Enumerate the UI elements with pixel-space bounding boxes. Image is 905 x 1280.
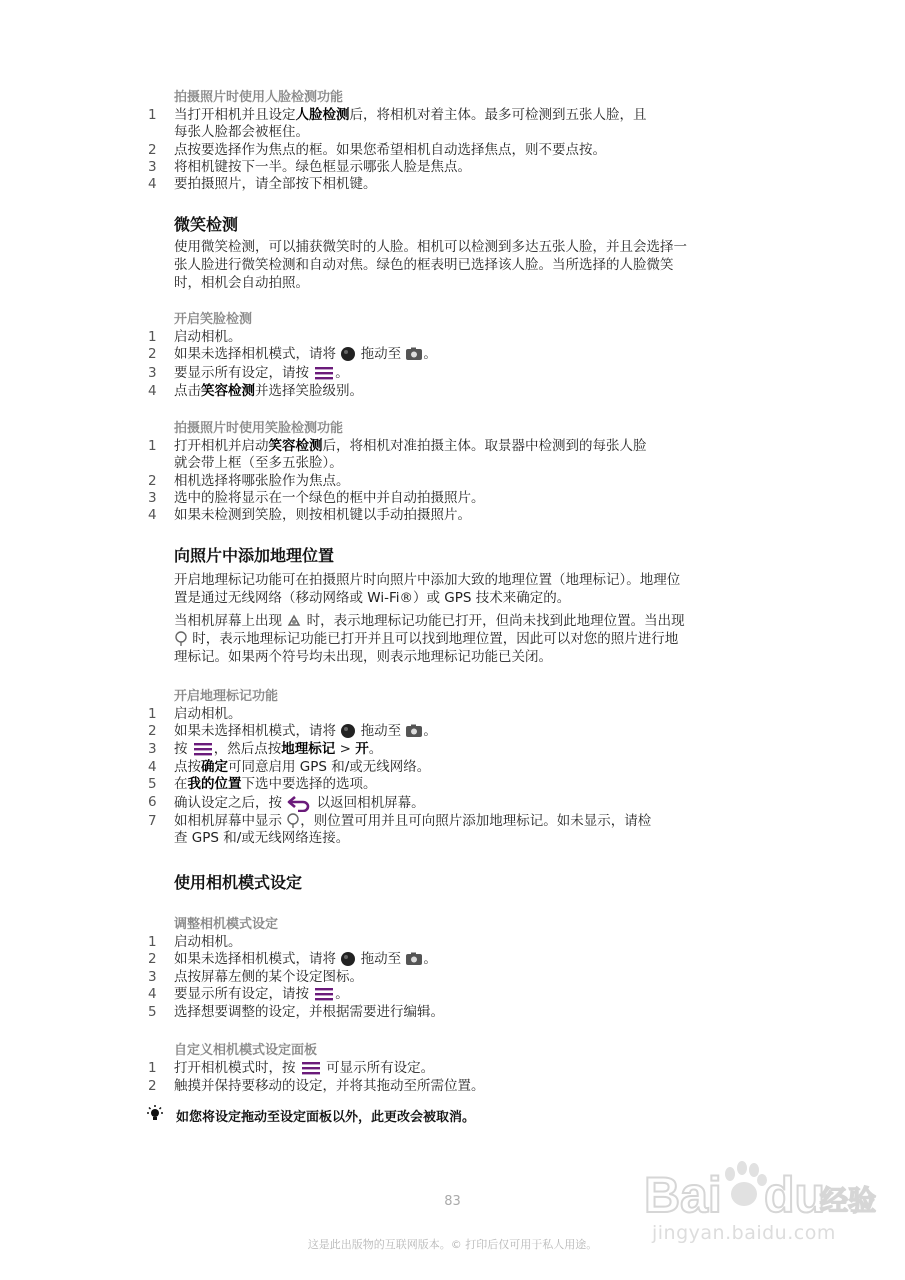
step-text: 可同意启用 GPS 和/或无线网络。: [228, 759, 431, 775]
step-text: 以返回相机屏幕。: [316, 795, 425, 811]
step-text: 后，将相机对准拍摄主体。取景器中检测到的每张人脸: [322, 438, 647, 454]
step-number: 4: [148, 176, 157, 192]
step-text: 要拍摄照片，请全部按下相机键。: [174, 176, 377, 192]
step-text: 按: [174, 741, 188, 757]
geotag-searching-icon: [286, 613, 302, 629]
baidu-watermark-logo: [640, 1140, 880, 1270]
para-line: 使用微笑检测，可以捕获微笑时的人脸。相机可以检测到多达五张人脸，并且会选择一: [174, 239, 687, 255]
step-text: 就会带上框（至多五张脸）。: [174, 455, 343, 471]
step-number: 3: [148, 365, 157, 381]
step-number: 2: [148, 473, 157, 489]
step-number: 2: [148, 1078, 157, 1094]
step-text: 选择想要调整的设定，并根据需要进行编辑。: [174, 1004, 444, 1020]
step-number: 1: [148, 438, 157, 454]
step-text: 。: [335, 986, 349, 1002]
step-text: 如相机屏幕中显示: [174, 813, 282, 829]
step-text: 点按要选择作为焦点的框。如果您希望相机自动选择焦点，则不要点按。: [174, 142, 606, 158]
watermark-url: jingyan.baidu.com: [652, 1222, 836, 1244]
step-text: >: [335, 741, 356, 757]
watermark-brand: Bai: [644, 1167, 722, 1223]
step-number: 1: [148, 934, 157, 950]
step-number: 1: [148, 1060, 157, 1076]
subheading-customize-panel: 自定义相机模式设定面板: [174, 1043, 318, 1058]
step-number: 4: [148, 759, 157, 775]
step-text: 查 GPS 和/或无线网络连接。: [174, 830, 350, 846]
step-text: 将相机键按下一半。绿色框显示哪张人脸是焦点。: [174, 159, 471, 175]
camera-mode-icon: [405, 724, 423, 738]
step-text: 点按屏幕左侧的某个设定图标。: [174, 969, 363, 985]
step-number: 4: [148, 986, 157, 1002]
menu-icon: [313, 365, 335, 381]
mode-knob-icon: [340, 723, 356, 739]
step-number: 6: [148, 794, 157, 810]
step-text: 拖动至: [360, 951, 402, 967]
step-text: 拖动至: [360, 346, 402, 362]
mode-knob-icon: [340, 951, 356, 967]
step-text: 触摸并保持要移动的设定，并将其拖动至所需位置。: [174, 1078, 485, 1094]
step-text: 选中的脸将显示在一个绿色的框中并自动拍摄照片。: [174, 490, 485, 506]
step-number: 5: [148, 1004, 157, 1020]
step-text: 启动相机。: [174, 934, 242, 950]
para-line: 张人脸进行微笑检测和自动对焦。绿色的框表明已选择该人脸。当所选择的人脸微笑: [174, 257, 674, 273]
lightbulb-tip-icon: [144, 1105, 166, 1123]
subheading-adjust-settings: 调整相机模式设定: [174, 917, 279, 932]
tip-text: 如您将设定拖动至设定面板以外，此更改会被取消。: [176, 1110, 476, 1125]
ui-term: 地理标记: [281, 741, 336, 757]
geotag-found-icon: [174, 631, 188, 647]
step-number: 3: [148, 969, 157, 985]
step-number: 1: [148, 107, 157, 123]
ui-term: 笑容检测: [201, 383, 255, 399]
step-number: 2: [148, 346, 157, 362]
back-icon: [286, 794, 312, 812]
step-text: 要显示所有设定，请按: [174, 986, 309, 1002]
camera-mode-icon: [405, 952, 423, 966]
step-text: 在: [174, 776, 188, 792]
paw-icon: [725, 1161, 767, 1206]
ui-term: 人脸检测: [295, 107, 350, 123]
step-number: 2: [148, 951, 157, 967]
step-text: 如果未检测到笑脸，则按相机键以手动拍摄照片。: [174, 507, 471, 523]
heading-geotagging: 向照片中添加地理位置: [174, 546, 335, 565]
step-text: 打开相机模式时，按: [174, 1060, 296, 1076]
step-number: 4: [148, 383, 157, 399]
paragraph: [174, 238, 754, 292]
step-text: 如果未选择相机模式，请将: [174, 723, 336, 739]
step-text: 后，将相机对着主体。最多可检测到五张人脸，且: [349, 107, 647, 123]
para-line: 置是通过无线网络（移动网络或 Wi-Fi®）或 GPS 技术来确定的。: [174, 590, 571, 606]
step-number: 2: [148, 142, 157, 158]
step-text: 启动相机。: [174, 706, 242, 722]
step-number: 5: [148, 776, 157, 792]
menu-icon: [300, 1060, 322, 1076]
para-text: 当相机屏幕上出现: [174, 613, 282, 629]
subheading-face-detection: 拍摄照片时使用人脸检测功能: [174, 90, 344, 105]
footer-note: 这是此出版物的互联网版本。© 打印后仅可用于私人用途。: [307, 1238, 598, 1251]
mode-knob-icon: [340, 346, 356, 362]
step-text: 。: [335, 365, 349, 381]
step-text: 点击: [174, 383, 201, 399]
step-text: 点按: [174, 759, 201, 775]
page-number: 83: [444, 1194, 461, 1209]
heading-camera-mode-settings: 使用相机模式设定: [174, 873, 303, 892]
ui-term: 笑容检测: [268, 438, 323, 454]
step-text: 并选择笑脸级别。: [255, 383, 363, 399]
paragraph: [174, 571, 754, 607]
step-number: 1: [148, 706, 157, 722]
step-text: 。: [368, 741, 383, 757]
para-line: 时，相机会自动拍照。: [174, 275, 309, 291]
step-text: 拖动至: [360, 723, 402, 739]
ui-term: 确定: [201, 759, 228, 775]
subheading-enable-smile: 开启笑脸检测: [174, 312, 253, 327]
step-number: 3: [148, 159, 157, 175]
watermark-brand2: du: [764, 1167, 826, 1223]
paragraph: [174, 612, 754, 666]
step-text: 下选中要选择的选项。: [241, 776, 377, 792]
step-number: 2: [148, 723, 157, 739]
step-text: 如果未选择相机模式，请将: [174, 951, 336, 967]
subheading-smile-shooting: 拍摄照片时使用笑脸检测功能: [174, 421, 344, 436]
step-number: 1: [148, 329, 157, 345]
step-text: 启动相机。: [174, 329, 242, 345]
step-text: 要显示所有设定，请按: [174, 365, 309, 381]
camera-mode-icon: [405, 347, 423, 361]
step-number: 4: [148, 507, 157, 523]
step-text: 确认设定之后，按: [174, 795, 282, 811]
step-text: ，则位置可用并且可向照片添加地理标记。如未显示，请检: [300, 813, 652, 829]
step-text: 。: [423, 723, 437, 739]
heading-smile-detection: 微笑检测: [174, 215, 239, 234]
subheading-enable-geotag: 开启地理标记功能: [174, 689, 279, 704]
para-line: 理标记。如果两个符号均未出现，则表示地理标记功能已关闭。: [174, 649, 552, 665]
step-text: 。: [423, 951, 437, 967]
step-number: 3: [148, 490, 157, 506]
ui-term: 我的位置: [187, 776, 242, 792]
step-text: ，然后点按: [213, 741, 282, 757]
ui-term: 开: [355, 741, 369, 757]
step-text: 打开相机并启动: [174, 438, 269, 454]
step-text: 如果未选择相机模式，请将: [174, 346, 336, 362]
watermark-cn: 经验: [820, 1184, 877, 1217]
para-text: 时，表示地理标记功能已打开，但尚未找到此地理位置。当出现: [306, 613, 685, 629]
step-text: 。: [423, 346, 437, 362]
step-text: 每张人脸都会被框住。: [174, 124, 309, 140]
step-number: 3: [148, 741, 157, 757]
geotag-found-icon: [286, 813, 300, 829]
step-text: 当打开相机并且设定: [174, 107, 296, 123]
menu-icon: [192, 741, 214, 757]
step-text: 相机选择将哪张脸作为焦点。: [174, 473, 350, 489]
para-text: 时，表示地理标记功能已打开并且可以找到地理位置，因此可以对您的照片进行地: [192, 631, 679, 647]
menu-icon: [313, 986, 335, 1002]
step-text: 可显示所有设定。: [326, 1060, 435, 1076]
step-number: 7: [148, 813, 157, 829]
para-line: 开启地理标记功能可在拍摄照片时向照片中添加大致的地理位置（地理标记）。地理位: [174, 572, 681, 588]
